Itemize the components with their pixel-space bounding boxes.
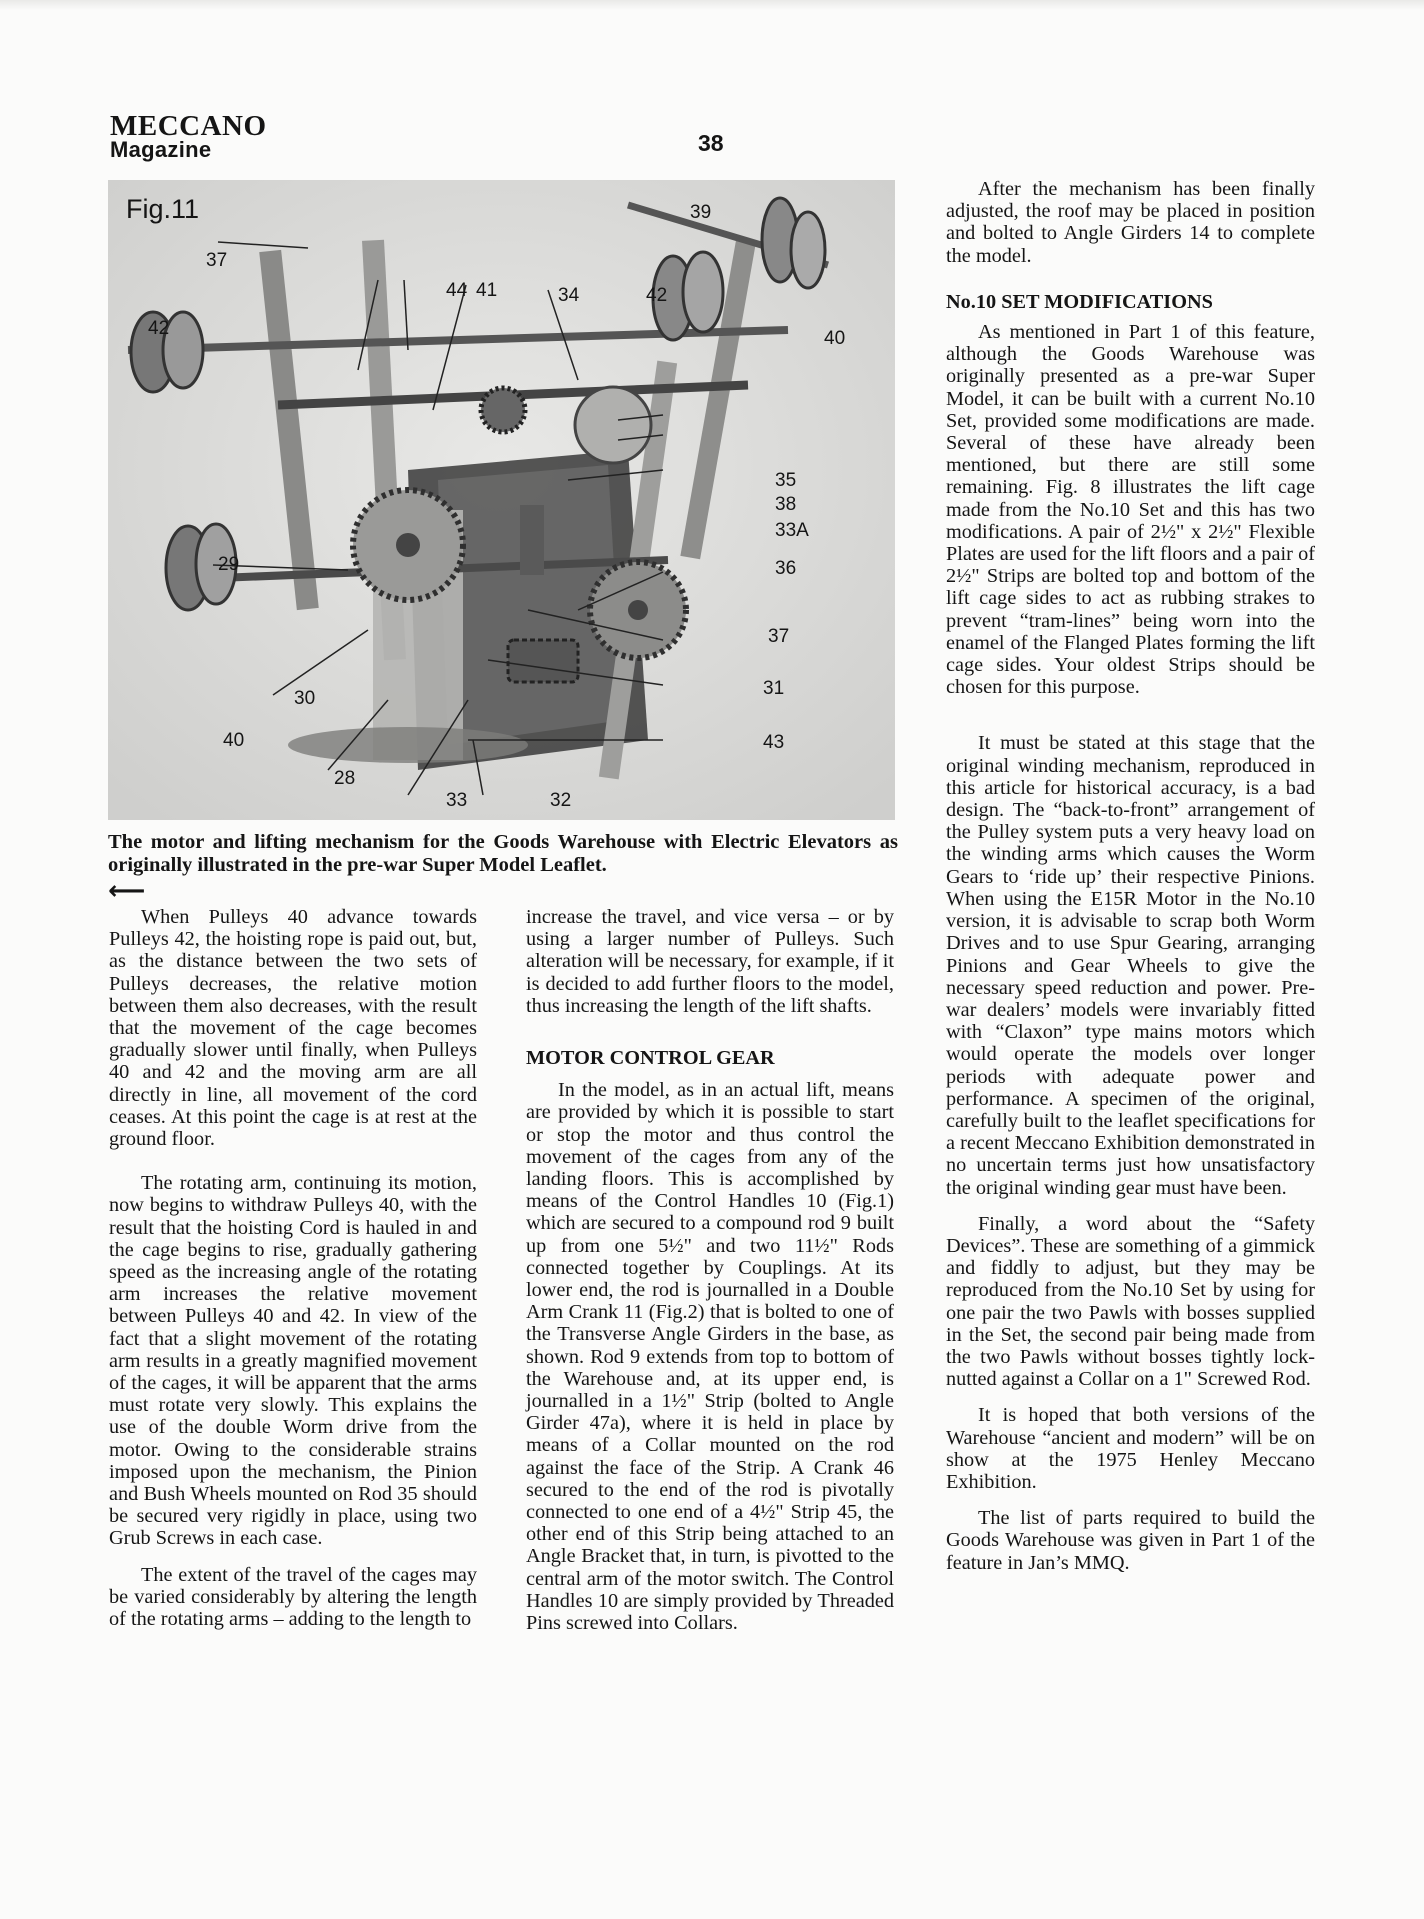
part-label-30: 30 <box>294 688 316 709</box>
part-label-43: 43 <box>763 732 785 753</box>
paragraph: Finally, a word about the “Safety Devices”. These are something of a gimmick and fiddly to adjust, but they may be reproduced from the No.10 Set by using for one pair the two Pawls with bosses supplied in the Set, the second pair being made from the two Pawls without bosses tightly lock-nutted against a Collar on a 1" Screwed Rod. <box>946 1212 1315 1391</box>
part-label-31: 31 <box>763 678 785 699</box>
part-label-28: 28 <box>334 768 356 789</box>
part-label-34: 34 <box>558 285 580 306</box>
paragraph: increase the travel, and vice versa – or by using a larger number of Pulleys. Such alteration will be necessary, for example, if it is decided to add further floors to the model, thus increasing the length of the lift shafts. <box>526 906 894 1017</box>
page-top-edge <box>0 0 1424 10</box>
figure-photo <box>108 180 895 820</box>
caption-text: The motor and lifting mechanism for the Goods Warehouse with Electric Elevators as originally illustrated in the pre-war Super Model Leaflet. <box>108 831 898 876</box>
left-arrow-icon: ⟵ <box>108 876 146 906</box>
text-column-3 <box>946 178 1315 1574</box>
masthead-subtitle: Magazine <box>110 137 212 162</box>
paragraph: The extent of the travel of the cages may be varied considerably by altering the length of the rotating arms – adding to the length to <box>109 1563 477 1631</box>
section-heading: MOTOR CONTROL GEAR <box>526 1047 775 1070</box>
part-label-35: 35 <box>775 470 797 491</box>
masthead-title: MECCANO <box>110 110 267 142</box>
masthead <box>110 112 267 161</box>
text-column-2 <box>526 906 894 1634</box>
figure-caption <box>108 831 898 906</box>
part-label-44: 44 <box>446 280 468 301</box>
part-label-42-left: 42 <box>148 318 170 339</box>
paragraph: After the mechanism has been finally adjusted, the roof may be placed in position and bolted to Angle Girders 14 to complete the model. <box>946 178 1315 267</box>
part-label-33: 33 <box>446 790 468 811</box>
part-label-36: 36 <box>775 558 797 579</box>
page-number: 38 <box>698 130 724 156</box>
paragraph: In the model, as in an actual lift, means are provided by which it is possible to start or stop the motor and thus control the movement of the cages from any of the landing floors. This is accomplished by means of the Control Handles 10 (Fig.1) which are secured to a compound rod 9 built up from one 5½" and two 11½" Rods connected together by Couplings. At its lower end, the rod is journalled in a Double Arm Crank 11 (Fig.2) that is bolted to one of the Transverse Angle Girders in the base, as shown. Rod 9 extends from top to bottom of the Warehouse and, at its upper end, is journalled in a 1½" Strip (bolted to Angle Girder 47a), where it is held in place by means of a Collar mounted on the rod against the face of the Strip. A Crank 46 secured to the end of the rod is pivotally connected to one end of a 4½" Strip 45, the other end of this Strip being attached to an Angle Bracket that, in turn, is pivotted to the central arm of the motor switch. The Control Handles 10 are simply provided by Threaded Pins screwed into Collars. <box>526 1079 894 1635</box>
part-label-42-right: 42 <box>646 285 668 306</box>
part-label-32: 32 <box>550 790 572 811</box>
fig-label: Fig.11 <box>126 194 200 224</box>
paragraph: It is hoped that both versions of the Warehouse “ancient and modern” will be on show at the 1975 Henley Meccano Exhibition. <box>946 1404 1315 1493</box>
text-column-1 <box>109 906 477 1630</box>
paragraph: It must be stated at this stage that the original winding mechanism, reproduced in this article for historical accuracy, is a bad design. The “back-to-front” arrangement of the Pulley system puts a very heavy load on the winding arms which causes the Worm Gears to ‘ride up’ their respective Pinions. When using the E15R Motor in the No.10 version, it is advisable to scrap both Worm Drives and to use Spur Gearing, arranging Pinions and Gear Wheels to give the necessary speed reduction and power. Pre-war dealers’ models were invariably fitted with “Claxon” type mains motors which would operate the models over longer periods with adequate power and performance. A specimen of the original, carefully built to the leaflet specifications for a recent Meccano Exhibition demonstrated in no uncertain terms just how unsatisfactory the original winding gear must have been. <box>946 732 1315 1199</box>
part-label-29: 29 <box>218 554 240 575</box>
section-heading: No.10 SET MODIFICATIONS <box>946 290 1213 313</box>
part-label-41: 41 <box>476 280 498 301</box>
part-label-33a: 33A <box>775 520 809 541</box>
part-label-39: 39 <box>690 202 712 223</box>
part-label-38: 38 <box>775 494 797 515</box>
part-label-40-left: 40 <box>223 730 245 751</box>
part-label-37: 37 <box>206 250 228 271</box>
paragraph: The rotating arm, continuing its motion, now begins to withdraw Pulleys 40, with the result that the hoisting Cord is hauled in and the cage begins to rise, gradually gathering speed as the increasing angle of the rotating arm increases the relative movement between Pulleys 40 and 42. In view of the fact that a slight movement of the rotating arm results in a greatly magnified movement of the cages, it will be apparent that the arms must rotate very slowly. This explains the use of the double Worm drive from the motor. Owing to the considerable strains imposed upon the mechanism, the Pinion and Bush Wheels mounted on Rod 35 should be secured very rigidly in place, using two Grub Screws in each case. <box>109 1172 477 1550</box>
part-label-37-lower: 37 <box>768 626 790 647</box>
paragraph: The list of parts required to build the Goods Warehouse was given in Part 1 of the feature in Jan’s MMQ. <box>946 1507 1315 1574</box>
part-label-40-right: 40 <box>824 328 846 349</box>
paragraph: As mentioned in Part 1 of this feature, although the Goods Warehouse was originally presented as a pre-war Super Model, it can be built with a current No.10 Set, provided some modifications are made. Several of these have already been mentioned, but there are still some remaining. Fig. 8 illustrates the lift cage made from the No.10 Set and this has two modifications. A pair of 2½" x 2½" Flexible Plates are used for the lift floors and a pair of 2½" Strips are bolted top and bottom of the lift cage sides to act as rubbing strakes to prevent “tram-lines” being worn into the enamel of the Flanged Plates forming the lift cage sides. Your oldest Strips should be chosen for this purpose. <box>946 321 1315 699</box>
paragraph: When Pulleys 40 advance towards Pulleys 42, the hoisting rope is paid out, but, as the distance between the two sets of Pulleys decreases, the relative motion between them also decreases, with the result that the movement of the cage becomes gradually slower until finally, when Pulleys 40 and 42 and the moving arm are all directly in line, all movement of the cord ceases. At this point the cage is at rest at the ground floor. <box>109 906 477 1151</box>
